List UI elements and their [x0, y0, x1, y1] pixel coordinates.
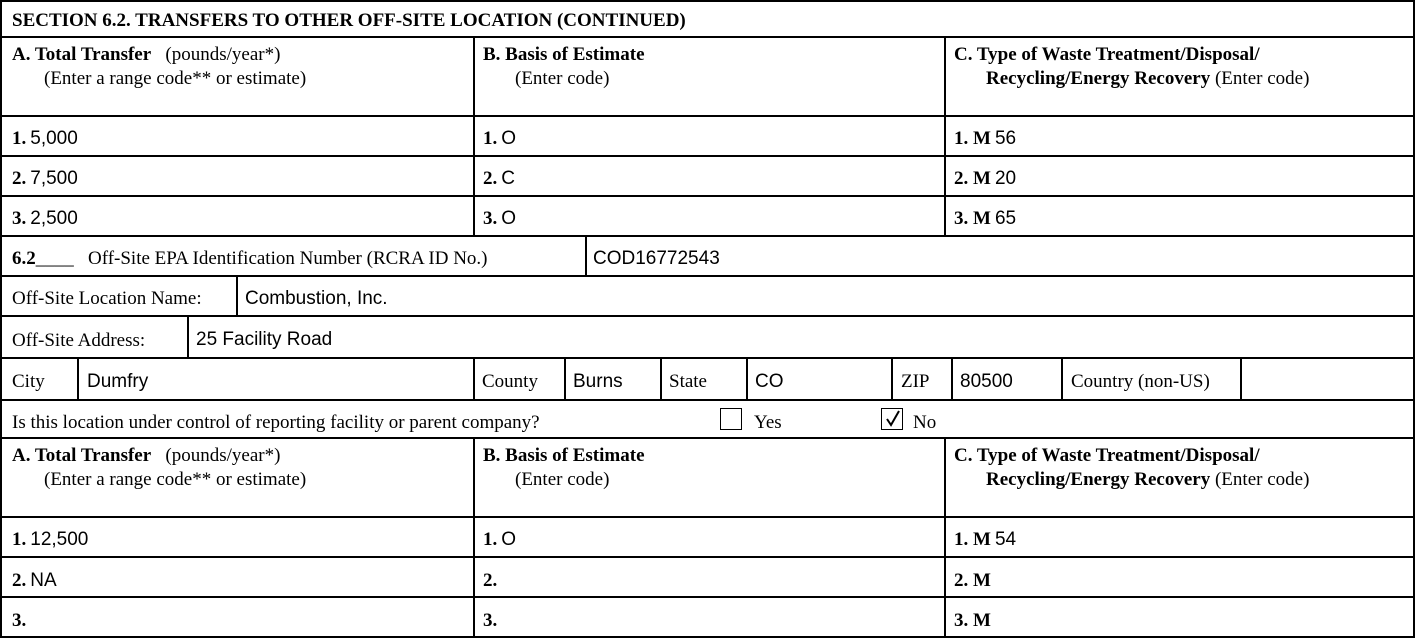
- block1-c-1[interactable]: 56: [994, 128, 1017, 149]
- country-label: Country (non-US): [1071, 371, 1210, 392]
- location-name-value[interactable]: Combustion, Inc.: [245, 288, 388, 309]
- block2-a-2[interactable]: NA: [30, 570, 57, 591]
- epa-id-value[interactable]: COD16772543: [593, 248, 720, 269]
- county-value[interactable]: Burns: [573, 371, 623, 392]
- header2-c-sub: (Enter code): [1214, 469, 1310, 490]
- block1-a-2[interactable]: 7,500: [30, 168, 78, 189]
- block2-row-1: 1. 12,500 1. O 1. M 54: [2, 516, 1413, 558]
- block1-row-2: 2. 7,500 2. C 2. M 20: [2, 155, 1413, 197]
- state-value[interactable]: CO: [755, 371, 784, 392]
- block1-row-1: 1. 5,000 1. O 1. M 56: [2, 115, 1413, 157]
- address-row: [2, 315, 1413, 359]
- epa-id-label-cell: [2, 237, 587, 277]
- header-a-sub: (Enter a range code** or estimate): [44, 68, 307, 89]
- block2-b-1[interactable]: O: [501, 529, 517, 550]
- location-name-label: Off-Site Location Name:: [12, 288, 202, 309]
- checkmark-icon: [883, 409, 903, 429]
- section-title-row: [2, 2, 1413, 38]
- control-row: [2, 399, 1413, 439]
- address-value[interactable]: 25 Facility Road: [196, 329, 333, 350]
- block1-a-3[interactable]: 2,500: [30, 208, 78, 229]
- no-label: No: [913, 412, 937, 433]
- city-label: City: [12, 371, 45, 392]
- epa-prefix: 6.2: [12, 248, 36, 269]
- column-header-row-2: [2, 437, 1413, 518]
- no-checkbox[interactable]: [881, 408, 903, 430]
- header2-a-unit: (pounds/year*): [165, 445, 281, 466]
- yes-label: Yes: [754, 412, 782, 433]
- zip-label: ZIP: [901, 371, 930, 392]
- control-question: Is this location under control of reporting facility or parent company?: [12, 412, 540, 433]
- zip-value[interactable]: 80500: [960, 371, 1013, 392]
- header-b: [473, 38, 946, 117]
- yes-checkbox[interactable]: [720, 408, 742, 430]
- header-a-title: A. Total Transfer: [12, 44, 152, 65]
- header2-a-sub: (Enter a range code** or estimate): [44, 469, 307, 490]
- header-a: [2, 38, 475, 117]
- block1-b-3[interactable]: O: [501, 208, 517, 229]
- block2-a-1[interactable]: 12,500: [30, 529, 89, 550]
- epa-id-row: [2, 235, 1413, 277]
- block2-c-1[interactable]: 54: [994, 529, 1017, 550]
- address-label: Off-Site Address:: [12, 330, 146, 351]
- city-value[interactable]: Dumfry: [87, 371, 149, 392]
- block2-row-2: 2. NA 2. 2. M: [2, 556, 1413, 598]
- state-label: State: [669, 371, 707, 392]
- header-b-sub: (Enter code): [515, 68, 610, 89]
- block1-c-3[interactable]: 65: [994, 208, 1017, 229]
- block1-a-1[interactable]: 5,000: [30, 128, 78, 149]
- header-b-title: B. Basis of Estimate: [483, 44, 645, 65]
- header-c: [944, 38, 1413, 117]
- header2-c-title2: Recycling/Energy Recovery: [986, 469, 1211, 490]
- header-c-title: C. Type of Waste Treatment/Disposal/: [954, 44, 1260, 65]
- block1-b-1[interactable]: O: [501, 128, 517, 149]
- block1-c-2[interactable]: 20: [994, 168, 1017, 189]
- header-c-title2: Recycling/Energy Recovery: [986, 68, 1211, 89]
- epa-blank: ____: [35, 248, 74, 269]
- header-a-unit: (pounds/year*): [165, 44, 281, 65]
- block2-row-3: 3. 3. 3. M: [2, 596, 1413, 638]
- section-title: SECTION 6.2. TRANSFERS TO OTHER OFF-SITE LOCATION (CONTINUED): [12, 10, 686, 31]
- location-name-row: [2, 275, 1413, 317]
- epa-label: Off-Site EPA Identification Number (RCRA ID No.): [88, 248, 488, 269]
- block1-row-3: 3. 2,500 3. O 3. M 65: [2, 195, 1413, 237]
- block1-b-2[interactable]: C: [501, 168, 515, 189]
- header2-c-title: C. Type of Waste Treatment/Disposal/: [954, 445, 1260, 466]
- column-header-row-1: [2, 36, 1413, 117]
- header2-b-sub: (Enter code): [515, 469, 610, 490]
- header2-b-title: B. Basis of Estimate: [483, 445, 645, 466]
- header-c-sub: (Enter code): [1214, 68, 1310, 89]
- city-row: [2, 357, 1413, 401]
- header2-a-title: A. Total Transfer: [12, 445, 152, 466]
- county-label: County: [482, 371, 538, 392]
